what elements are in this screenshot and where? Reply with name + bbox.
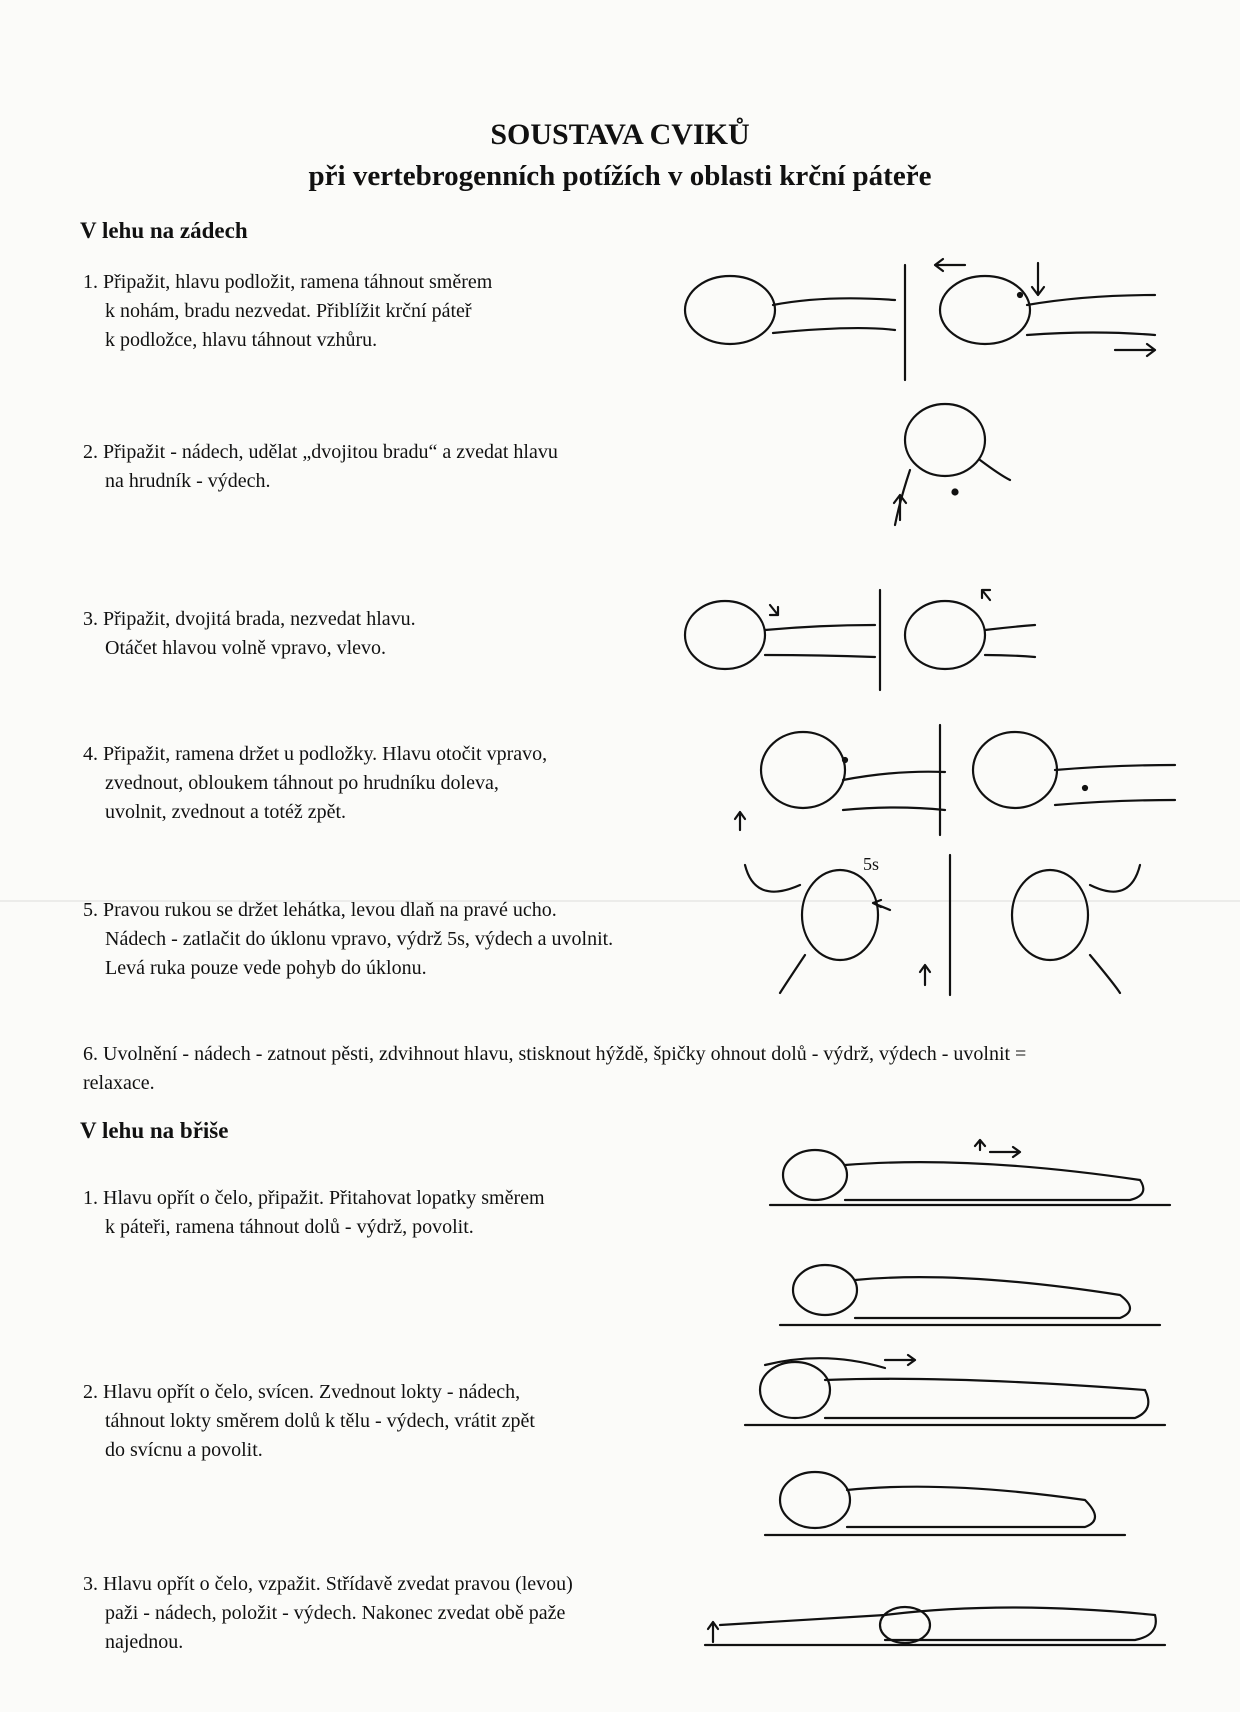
exercise-back-1: [83, 268, 492, 355]
document-subtitle: při vertebrogenních potížích v oblasti krční páteře: [308, 160, 932, 192]
exercise-line: 1. Hlavu opřít o čelo, připažit. Přitahovat lopatky směrem: [83, 1187, 545, 1209]
exercise-line: 2. Hlavu opřít o čelo, svícen. Zvednout lokty - nádech,: [83, 1381, 521, 1403]
exercise-line: na hrudník - výdech.: [105, 470, 271, 492]
figure-back-5-side-bend-icon: [745, 845, 1145, 995]
figure-belly-1b-prone-icon: [780, 1250, 1160, 1330]
exercise-line: 3. Hlavu opřít o čelo, vzpažit. Střídavě zvedat pravou (levou): [83, 1573, 573, 1595]
exercise-line: 1. Připažit, hlavu podložit, ramena táhnout směrem: [83, 271, 493, 293]
figure-belly-2-candlestick-icon: [745, 1350, 1165, 1430]
exercise-back-2: [83, 438, 558, 496]
exercise-belly-1: [83, 1184, 545, 1242]
exercise-line: táhnout lokty směrem dolů k tělu - výdech, vrátit zpět: [105, 1410, 535, 1432]
hold-5s-label: 5s: [863, 854, 880, 874]
exercise-line: do svícnu a povolit.: [105, 1439, 263, 1461]
exercise-back-6: [83, 1040, 1026, 1098]
section-heading-belly: V lehu na břiše: [80, 1118, 229, 1143]
exercise-line: Levá ruka pouze vede pohyb do úklonu.: [105, 957, 427, 979]
exercise-line: paži - nádech, položit - výdech. Nakonec zvedat obě paže: [105, 1602, 566, 1624]
exercise-line: Otáčet hlavou volně vpravo, vlevo.: [105, 637, 387, 659]
figure-back-4-lift-turn-icon: [735, 720, 1180, 840]
exercise-belly-2: [83, 1378, 535, 1465]
exercise-back-3: [83, 605, 416, 663]
exercise-line: k podložce, hlavu táhnout vzhůru.: [105, 329, 378, 351]
figure-back-3-rotate-icon: [660, 585, 1040, 695]
exercise-line: 6. Uvolnění - nádech - zatnout pěsti, zdvihnout hlavu, stisknout hýždě, špičky ohnout dolů - výdrž, výdech - uvolnit =: [83, 1043, 1027, 1065]
exercise-back-5: [83, 896, 613, 983]
exercise-line: 2. Připažit - nádech, udělat „dvojitou bradu“ a zvedat hlavu: [83, 441, 558, 463]
exercise-line: 5. Pravou rukou se držet lehátka, levou dlaň na pravé ucho.: [83, 899, 557, 921]
figure-belly-1-prone-icon: [770, 1140, 1170, 1210]
exercise-line: zvednout, obloukem táhnout po hrudníku doleva,: [105, 772, 499, 794]
section-heading-back: V lehu na zádech: [80, 218, 248, 243]
exercise-line: 4. Připažit, ramena držet u podložky. Hlavu otočit vpravo,: [83, 743, 548, 765]
exercise-line: najednou.: [105, 1631, 184, 1653]
exercise-line: k nohám, bradu nezvedat. Přiblížit krční páteř: [105, 300, 472, 322]
document-title: SOUSTAVA CVIKŮ: [490, 118, 750, 151]
exercise-line: Nádech - zatlačit do úklonu vpravo, výdrž 5s, výdech a uvolnit.: [105, 928, 614, 950]
exercise-line: k páteři, ramena táhnout dolů - výdrž, povolit.: [105, 1216, 474, 1238]
exercise-belly-3: [83, 1570, 573, 1657]
exercise-line: relaxace.: [83, 1072, 155, 1094]
figure-belly-2b-prone-icon: [765, 1455, 1125, 1540]
figure-back-2-chin-icon: [880, 400, 1020, 530]
figure-belly-3-arms-raised-icon: [705, 1570, 1165, 1650]
figure-back-1-lying-icon: [655, 255, 1175, 385]
exercise-back-4: [83, 740, 547, 827]
exercise-line: uvolnit, zvednout a totéž zpět.: [105, 801, 347, 823]
exercise-line: 3. Připažit, dvojitá brada, nezvedat hlavu.: [83, 608, 416, 630]
